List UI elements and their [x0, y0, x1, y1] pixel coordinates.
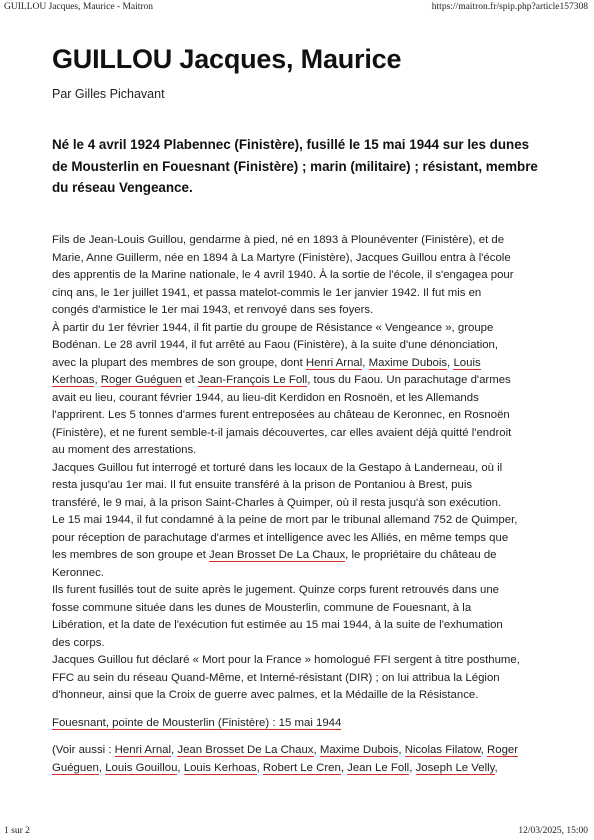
separator: , [313, 744, 320, 756]
lead-line: de Mousterlin en Fouesnant (Finistère) ; marin (militaire) ; résistant, membre [52, 158, 538, 174]
body-line: Fils de Jean-Louis Guillou, gendarme à pied, né en 1893 à Plounéventer (Finistère), et de [52, 234, 505, 246]
see-also-jean-brosset[interactable]: Jean Brosset De La Chaux [177, 744, 314, 756]
body-line: Jacques Guillou fut déclaré « Mort pour la France » homologué FFI sergent à titre posthume, [52, 654, 520, 666]
separator: , [98, 761, 106, 774]
see-also-prefix: (Voir aussi : [52, 744, 115, 756]
see-also-louis-gouillou[interactable]: Louis Gouillou [105, 761, 178, 774]
body-line [52, 372, 562, 390]
see-also-line [52, 742, 562, 760]
link-louis-kerhoas[interactable]: Louis [453, 356, 481, 369]
see-also-line [52, 760, 562, 778]
lead-line: Né le 4 avril 1924 Plabennec (Finistère), fusillé le 15 mai 1944 sur les dunes [52, 137, 530, 152]
separator: , [340, 761, 348, 774]
see-also-henri-arnal[interactable]: Henri Arnal [114, 744, 172, 756]
separator: , [447, 356, 454, 369]
body-line: au moment des arrestations. [52, 444, 197, 456]
see-also-jean-le-foll[interactable]: Jean Le Foll [347, 761, 410, 774]
see-also-robert-le-cren[interactable]: Robert Le Cren [262, 761, 341, 774]
body-text: , tous du Faou. Un parachutage d'armes [307, 374, 511, 386]
separator: , [94, 374, 101, 386]
body-line: congés d'armistice le 1er mai 1943, et renvoyé dans ses foyers. [52, 304, 374, 316]
body-line: pour réception de parachutage d'armes et intelligence avec les Alliés, en même temps que [52, 531, 509, 544]
body-line: Libération, et la date de l'exécution fut estimée au 15 mai 1944, à la suite de l'exhumation [52, 619, 503, 631]
link-maxime-dubois[interactable]: Maxime Dubois [368, 356, 448, 369]
body-line: l'apprirent. Les 5 tonnes d'armes furent entreposées au château de Keronnec, en Rosnoën [52, 409, 510, 421]
see-also-roger-gueguen-cont[interactable]: Guéguen [52, 761, 99, 774]
print-footer-page: 1 sur 2 [4, 826, 30, 836]
see-also-maxime-dubois[interactable]: Maxime Dubois [319, 744, 399, 756]
print-footer-datetime: 12/03/2025, 15:00 [518, 826, 588, 836]
link-louis-kerhoas-cont[interactable]: Kerhoas [52, 374, 95, 386]
article-byline: Par Gilles Pichavant [52, 87, 165, 101]
body-text: avec la plupart des membres de son groupe, dont [52, 356, 306, 369]
separator: , [171, 744, 178, 756]
see-also-trail: , [494, 761, 498, 774]
body-line: Ils furent fusillés tout de suite après le jugement. Quinze corps furent retrouvés dans une [52, 584, 500, 596]
body-line: resta jusqu'au 1er mai. Il fut ensuite transféré à la prison de Pontaniou à Brest, puis [52, 479, 473, 491]
body-line: avait eu lieu, courant février 1944, au lieu-dit Kerdidon en Rosnoën, et les Allemands [52, 391, 479, 404]
link-jean-brosset[interactable]: Jean Brosset De La Chaux [209, 549, 346, 561]
body-line: Jacques Guillou fut interrogé et torturé dans les locaux de la Gestapo à Landerneau, où il [52, 461, 503, 474]
lead-line: du réseau Vengeance. [52, 180, 193, 195]
body-line [52, 547, 562, 565]
body-line: des corps. [52, 636, 105, 649]
body-line: des apprentis de la Marine nationale, le 4 avril 1940. À la sortie de l'école, il s'engagea pour [52, 269, 514, 281]
separator: , [256, 761, 263, 774]
body-line: transféré, le 9 mai, à la prison Saint-Charles à Quimper, où il resta jusqu'à son exécution. [52, 496, 502, 509]
see-also-louis-kerhoas[interactable]: Louis Kerhoas [183, 761, 257, 774]
article-title: GUILLOU Jacques, Maurice [52, 44, 402, 74]
see-also-nicolas-filatow[interactable]: Nicolas Filatow [404, 744, 481, 756]
body-line: À partir du 1er février 1944, il fit partie du groupe de Résistance « Vengeance », groupe [52, 321, 494, 334]
body-line: d'honneur, ainsi que la Croix de guerre avec palmes, et la Médaille de la Résistance. [52, 689, 479, 701]
article-body [52, 232, 562, 777]
separator: , [409, 761, 416, 774]
paragraph-gap [52, 705, 562, 715]
print-header-title: GUILLOU Jacques, Maurice - Maitron [4, 2, 154, 12]
article-lead [52, 134, 552, 199]
separator: , [362, 356, 369, 369]
body-text: les membres de son groupe et [52, 549, 210, 561]
body-line: fosse commune située dans les dunes de Mousterlin, commune de Fouesnant, à la [52, 601, 472, 614]
separator: et [181, 374, 198, 386]
separator: , [177, 761, 184, 774]
link-roger-gueguen[interactable]: Roger Guéguen [100, 374, 182, 386]
event-line [52, 715, 562, 733]
print-header-url: https://maitron.fr/spip.php?article157308 [431, 2, 588, 12]
separator: , [480, 744, 488, 756]
body-line: FFC au sein du réseau Quand-Même, et Interné-résistant (DIR) ; on lui attribua la Légion [52, 671, 500, 684]
see-also-joseph-le-velly[interactable]: Joseph Le Velly [415, 761, 495, 774]
separator: , [398, 744, 405, 756]
body-line: Bodénan. Le 28 avril 1944, il fut arrêté au Faou (Finistère), à la suite d'une dénonciation, [52, 339, 499, 351]
body-line [52, 355, 562, 373]
link-jean-francois-le-foll[interactable]: Jean-François Le Foll [197, 374, 308, 386]
body-line: Keronnec. [52, 566, 104, 579]
link-event-fouesnant[interactable]: Fouesnant, pointe de Mousterlin (Finistère) : 15 mai 1944 [52, 716, 342, 729]
body-line: Marie, Anne Guillerm, née en 1894 à La Martyre (Finistère), Jacques Guillou entra à l'école [52, 251, 511, 264]
paragraph-gap [52, 732, 562, 742]
body-text: , le propriétaire du château de [345, 549, 497, 561]
body-line: cinq ans, le 1er juillet 1941, et passa matelot-commis le 1er janvier 1942. Il fut mis en [52, 286, 482, 299]
link-henri-arnal[interactable]: Henri Arnal [305, 356, 363, 369]
body-line: Le 15 mai 1944, il fut condamné à la peine de mort par le tribunal allemand 752 de Quimper, [52, 514, 518, 526]
see-also-roger-gueguen[interactable]: Roger [487, 744, 519, 756]
body-line: (Finistère), et ne furent semble-t-il jamais découvertes, car elles avaient déjà quitté l'endroit [52, 426, 512, 439]
